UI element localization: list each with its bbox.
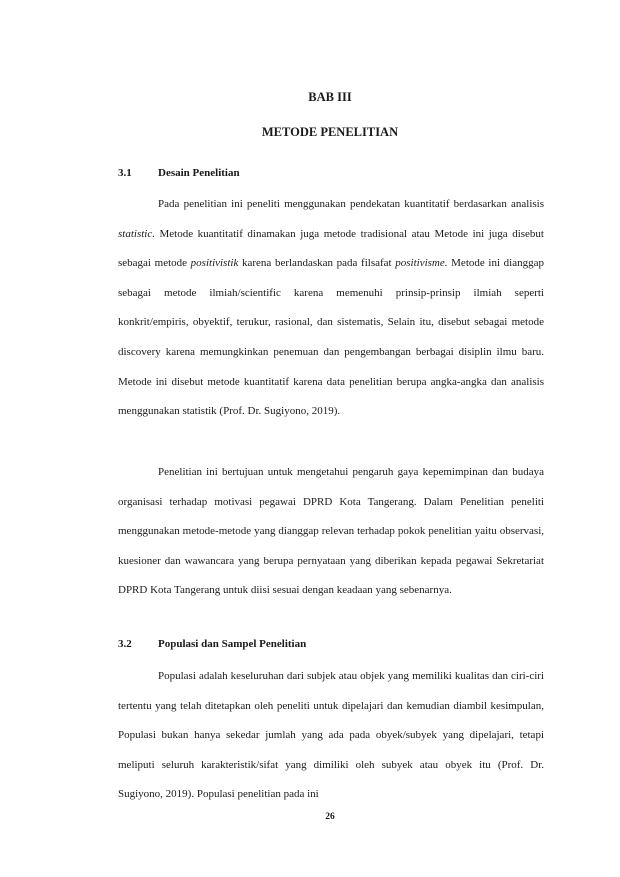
paragraph-text: karena berlandaskan pada filsafat [238,257,396,270]
italic-term-positivisme: positivisme. [395,257,448,270]
chapter-title: METODE PENELITIAN [261,125,399,139]
paragraph-research-approach [118,190,544,427]
paragraph-text: Metode kuantitatif dinamakan juga metode tradisional atau Metode ini juga disebut sebagai metode [118,227,544,270]
paragraph-research-purpose: Penelitian ini bertujuan untuk mengetahui pengaruh gaya kepemimpinan dan budaya organisasi terhadap motivasi pegawai DPRD Kota Tangerang. Dalam Penelitian peneliti menggunakan metode-metode yang dianggap relevan terhadap pokok penelitian yaitu observasi, kuesioner dan wawancara yang berupa pernyataan yang diberikan kepada pegawai Sekretariat DPRD Kota Tangerang untuk diisi sesuai dengan keadaan yang sebenarnya. [118,466,544,597]
section-heading-population [118,638,306,650]
section-number: 3.2 [118,638,132,650]
paragraph-text: Pada penelitian ini peneliti menggunakan pendekatan kuantitatif berdasarkan analisis [158,198,544,210]
section-heading-design [118,167,240,179]
section-number: 3.1 [118,167,132,179]
chapter-number: BAB III [308,90,352,104]
italic-term-statistic: statistic. [118,227,155,240]
section-title: Populasi dan Sampel Penelitian [158,638,307,650]
paragraph-population: Populasi adalah keseluruhan dari subjek atau objek yang memiliki kualitas dan ciri-ciri tertentu yang telah ditetapkan oleh peneliti untuk dipelajari dan kemudian diambil kesimpulan, Populasi bukan hanya sekedar jumlah yang ada pada obyek/subyek yang dipelajari, tetapi meliputi seluruh karakteristik/sifat yang dimiliki oleh subyek atau obyek itu (Prof. Dr. Sugiyono, 2019). Populasi penelitian pada ini [118,670,544,801]
page-number: 26 [325,812,335,822]
paragraph-text: Metode ini dianggap sebagai metode ilmiah/scientific karena memenuhi prinsip-prinsip ilmiah seperti konkrit/empiris, obyektif, terukur, rasional, dan sistematis, Selain itu, disebut sebagai metode discovery karena memungkinkan penemuan dan pengembangan berbagai disiplin ilmu baru. Metode ini disebut metode kuantitatif karena data penelitian berupa angka-angka dan analisis menggunakan statistik (Prof. Dr. Sugiyono, 2019). [118,257,544,418]
italic-term-positivistik: positivistik [190,257,239,270]
section-title: Desain Penelitian [158,167,240,179]
